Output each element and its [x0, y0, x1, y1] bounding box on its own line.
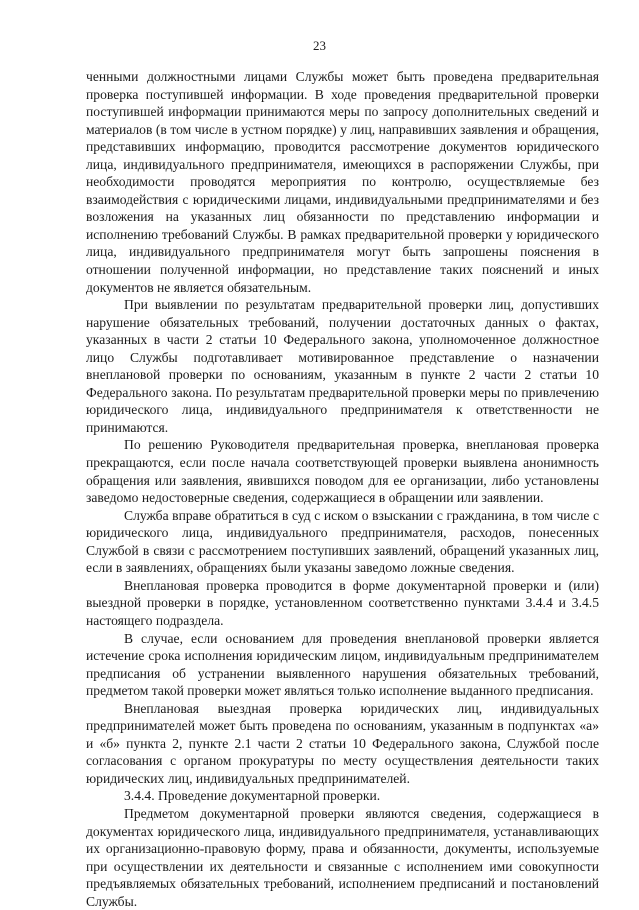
- paragraph: Предметом документарной проверки являются сведения, содержащиеся в документах юридического лица, индивидуального предпринимателя, устанавливающих их организационно-правовую форму, права и обязанности, документы, используемые при осуществлении их деятельности и связанные с исполнением ими совокупности предъявляемых обязательных требований, исполнением предписаний и постановлений Службы.: [86, 805, 599, 909]
- document-body: [86, 68, 599, 910]
- section-heading: 3.4.4. Проведение документарной проверки.: [124, 788, 381, 804]
- paragraph: В случае, если основанием для проведения внеплановой проверки является истечение срока исполнения юридическим лицом, индивидуальным предпринимателем предписания об устранении выявленного нарушения обязательных требований, предметом такой проверки может являться только исполнение выданного предписания.: [86, 630, 599, 699]
- paragraph: Служба вправе обратиться в суд с иском о взыскании с гражданина, в том числе с юридического лица, индивидуального предпринимателя, расходов, понесенных Службой в связи с рассмотрением поступивших заявлений, обращений указанных лиц, если в заявлениях, обращениях были указаны заведомо ложные сведения.: [86, 507, 599, 576]
- paragraph: При выявлении по результатам предварительной проверки лиц, допустивших нарушение обязательных требований, получении достаточных данных о фактах, указанных в части 2 статьи 10 Федерального закона, уполномоченное должностное лицо Службы подготавливает мотивированное представление о назначении внеплановой проверки по основаниям, указанным в пункте 2 части 2 статьи 10 Федерального закона. По результатам предварительной проверки меры по привлечению юридического лица, индивидуального предпринимателя к ответственности не принимаются.: [86, 297, 599, 435]
- page-number: 23: [313, 38, 326, 53]
- paragraph: По решению Руководителя предварительная проверка, внеплановая проверка прекращаются, если после начала соответствующей проверки выявлена анонимность обращения или заявления, явившихся поводом для ее организации, либо установлены заведомо недостоверные сведения, содержащиеся в обращении или заявлении.: [86, 437, 599, 506]
- paragraph-continuation: ченными должностными лицами Службы может быть проведена предварительная проверка поступившей информации. В ходе проведения предварительной проверки поступившей информации принимаются меры по запросу дополнительных сведений и материалов (в том числе в устном порядке) у лиц, направивших заявления и обращения, представивших информацию, проводится рассмотрение документов юридического лица, индивидуального предпринимателя, имеющихся в распоряжении Службы, при необходимости проводятся мероприятия по контролю, осуществляемые без взаимодействия с юридическими лицами, индивидуальными предпринимателями и без возложения на указанных лиц обязанности по представлению информации и исполнению требований Службы. В рамках предварительной проверки у юридического лица, индивидуального предпринимателя могут быть запрошены пояснения в отношении полученной информации, но представление таких пояснений и иных документов не является обязательным.: [86, 69, 599, 295]
- paragraph: Внеплановая проверка проводится в форме документарной проверки и (или) выездной проверки в порядке, установленном соответственно пунктами 3.4.4 и 3.4.5 настоящего подраздела.: [86, 577, 599, 628]
- paragraph: Внеплановая выездная проверка юридических лиц, индивидуальных предпринимателей может быть проведена по основаниям, указанным в подпунктах «а» и «б» пункта 2, пункте 2.1 части 2 статьи 10 Федерального закона, Службой после согласования с органом прокуратуры по месту осуществления деятельности таких юридических лиц, индивидуальных предпринимателей.: [86, 700, 599, 786]
